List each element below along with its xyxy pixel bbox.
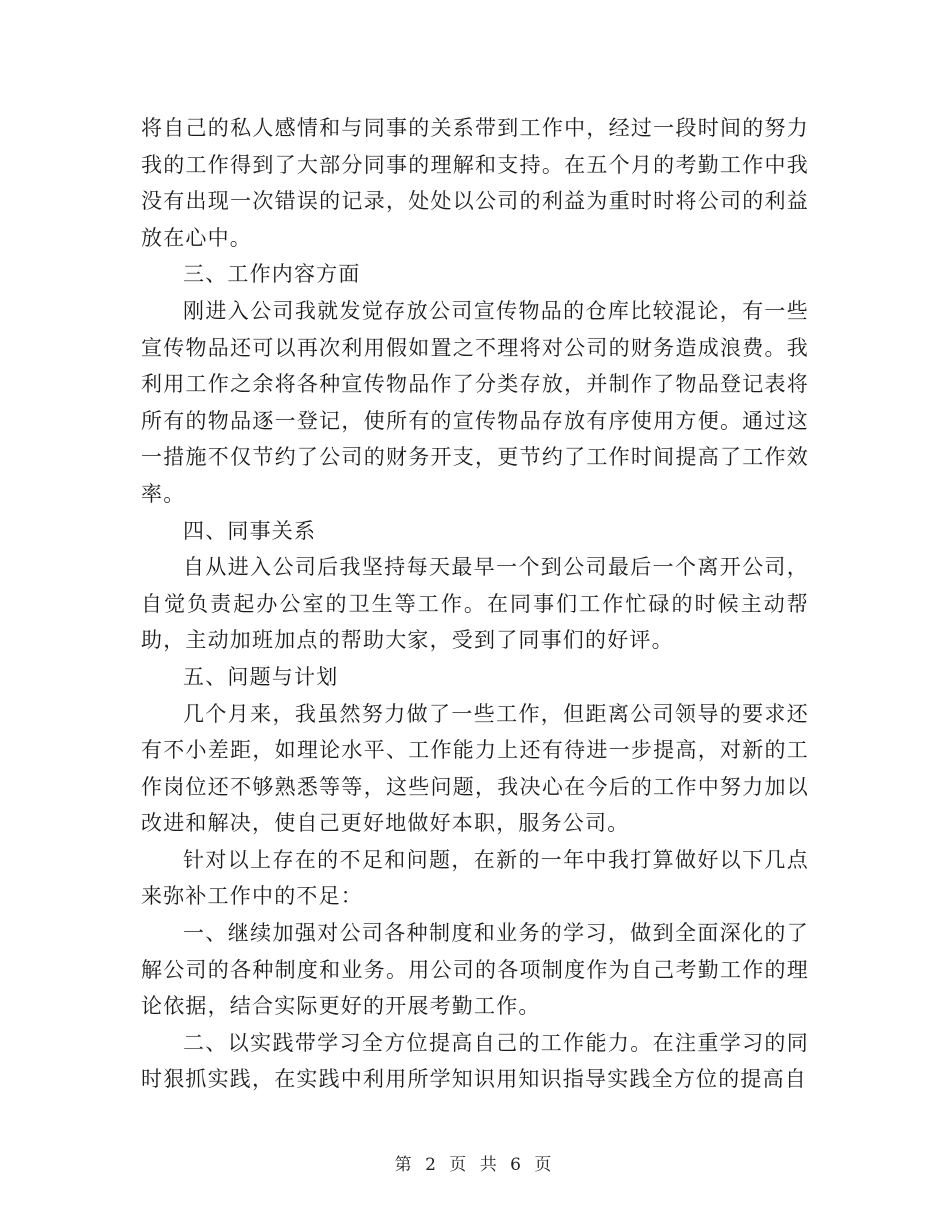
section-heading-colleague-relations: 四、同事关系 (183, 518, 317, 543)
paragraph-work-content: 刚进入公司我就发觉存放公司宣传物品的仓库比较混论，有一些宣传物品还可以再次利用假如置之不理将对公司的财务造成浪费。我利用工作之余将各种宣传物品作了分类存放，并制作了物品登记表将所有的物品逐一登记，使所有的宣传物品存放有序使用方便。通过这一措施不仅节约了公司的财务开支，更节约了工作时间提高了工作效率。 (141, 298, 809, 506)
paragraph-continuation: 将自己的私人感情和与同事的关系带到工作中，经过一段时间的努力我的工作得到了大部分同事的理解和支持。在五个月的考勤工作中我没有出现一次错误的记录，处处以公司的利益为重时时将公司的利益放在心中。 (141, 116, 809, 250)
paragraph-plan-item-2: 二、以实践带学习全方位提高自己的工作能力。在注重学习的同时狠抓实践，在实践中利用所学知识用知识指导实践全方位的提高自 (141, 1030, 809, 1092)
page-number-footer: 第 2 页 共 6 页 (394, 1155, 556, 1175)
section-heading-work-content: 三、工作内容方面 (183, 262, 361, 287)
paragraph-colleague-relations: 自从进入公司后我坚持每天最早一个到公司最后一个离开公司，自觉负责起办公室的卫生等工作。在同事们工作忙碌的时候主动帮助，主动加班加点的帮助大家，受到了同事们的好评。 (141, 555, 809, 653)
paragraph-plan-item-1: 一、继续加强对公司各种制度和业务的学习，做到全面深化的了解公司的各种制度和业务。用公司的各项制度作为自己考勤工作的理论依据，结合实际更好的开展考勤工作。 (141, 921, 809, 1019)
paragraph-plan-intro: 针对以上存在的不足和问题，在新的一年中我打算做好以下几点来弥补工作中的不足： (141, 847, 809, 909)
paragraph-problems: 几个月来，我虽然努力做了一些工作，但距离公司领导的要求还有不小差距，如理论水平、工作能力上还有待进一步提高，对新的工作岗位还不够熟悉等等，这些问题，我决心在今后的工作中努力加以改进和解决，使自己更好地做好本职，服务公司。 (141, 701, 809, 836)
document-body (141, 110, 809, 1098)
section-heading-problems-plans: 五、问题与计划 (183, 664, 339, 689)
